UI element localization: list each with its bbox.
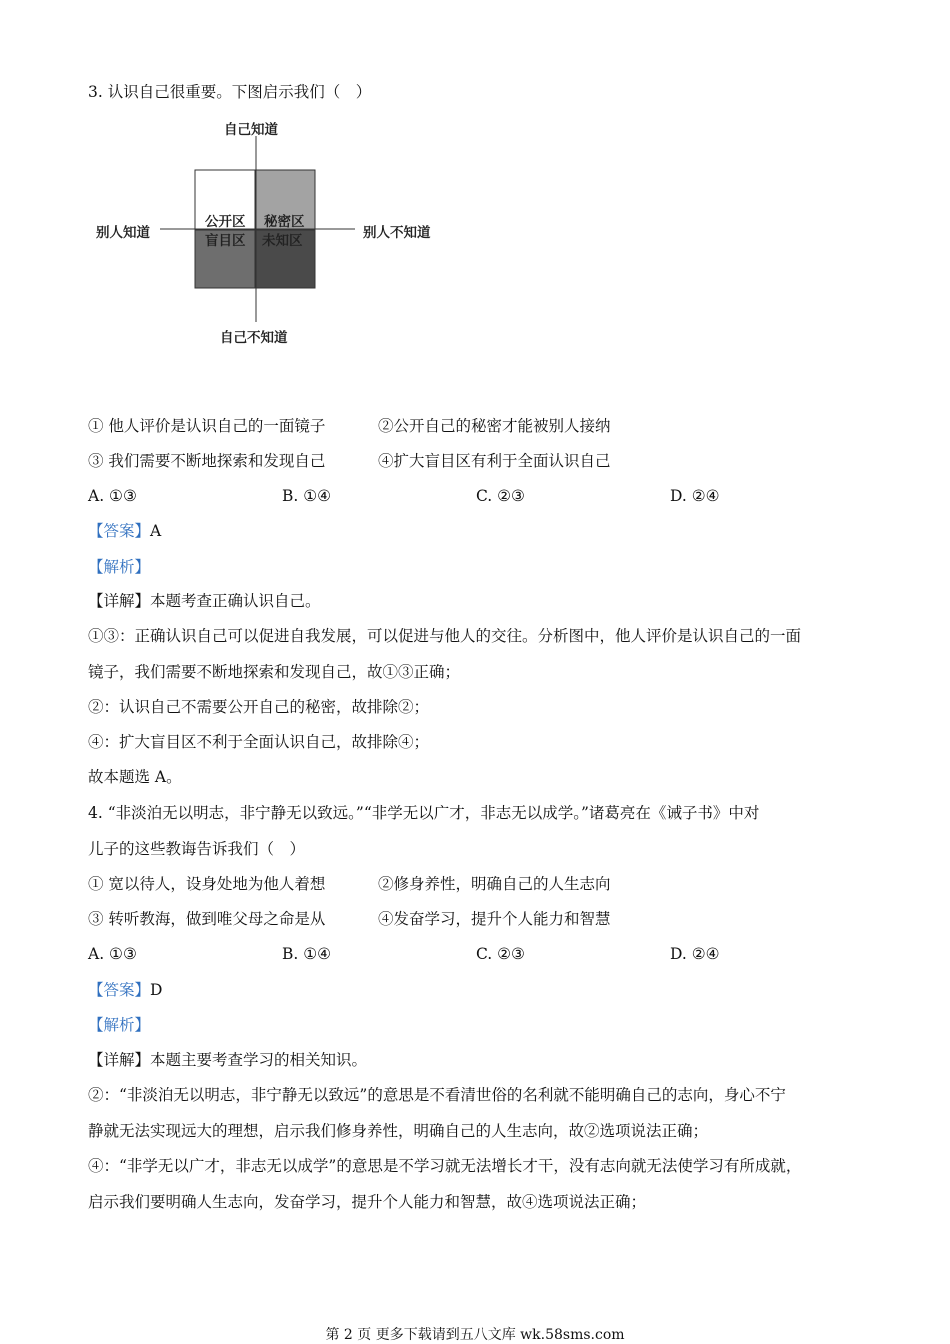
answer-tag: 【答案】 xyxy=(88,522,151,540)
q4-option-d: D. ②④ xyxy=(670,945,720,963)
answer-value: D xyxy=(150,981,163,999)
q4-statement-4: ④发奋学习，提升个人能力和智慧 xyxy=(378,910,611,928)
q3-conclusion: 故本题选 A。 xyxy=(88,768,182,786)
label-secret-area: 秘密区 xyxy=(264,214,305,230)
q4-option-a: A. ①③ xyxy=(88,945,137,963)
answer-value: A xyxy=(150,522,162,540)
q3-explanation-3: ④：扩大盲目区不利于全面认识自己，故排除④； xyxy=(88,733,430,751)
label-unknown-area: 未知区 xyxy=(262,233,303,249)
label-open-area: 公开区 xyxy=(205,214,246,230)
johari-window-diagram xyxy=(80,112,460,352)
q3-statement-2: ②公开自己的秘密才能被别人接纳 xyxy=(378,417,611,435)
q4-explanation-2b: 启示我们要明确人生志向，发奋学习，提升个人能力和智慧，故④选项说法正确； xyxy=(88,1193,647,1211)
q4-stem-line-1: 4. “非淡泊无以明志，非宁静无以致远。”“非学无以广才，非志无以成学。”诸葛亮在《诫子书》中对 xyxy=(88,804,760,822)
label-others-know: 别人知道 xyxy=(96,225,150,241)
q3-statement-3: ③ 我们需要不断地探索和发现自己 xyxy=(88,452,326,470)
q3-option-a: A. ①③ xyxy=(88,487,137,505)
detail-text: 本题主要考查学习的相关知识。 xyxy=(150,1051,368,1069)
q3-statement-4: ④扩大盲目区有利于全面认识自己 xyxy=(378,452,611,470)
q4-option-b: B. ①④ xyxy=(282,945,332,963)
label-blind-area: 盲目区 xyxy=(205,233,246,249)
detail-tag: 【详解】 xyxy=(88,592,151,610)
q3-explanation-1a: ①③：正确认识自己可以促进自我发展，可以促进与他人的交往。分析图中，他人评价是认识自己的一面 xyxy=(88,627,802,645)
page-footer: 第 2 页 更多下载请到五八文库 wk.58sms.com xyxy=(325,1327,625,1343)
label-others-unknown: 别人不知道 xyxy=(363,225,431,241)
q3-analysis-tag: 【解析】 xyxy=(88,558,151,576)
q4-analysis-tag: 【解析】 xyxy=(88,1016,151,1034)
q4-statement-2: ②修身养性，明确自己的人生志向 xyxy=(378,875,611,893)
q4-detail xyxy=(88,1049,367,1071)
q3-answer xyxy=(88,520,161,542)
q3-option-d: D. ②④ xyxy=(670,487,720,505)
q4-option-c: C. ②③ xyxy=(476,945,525,963)
q4-statement-3: ③ 转听教海，做到唯父母之命是从 xyxy=(88,910,326,928)
q3-detail xyxy=(88,590,321,612)
q3-explanation-1b: 镜子，我们需要不断地探索和发现自己，故①③正确； xyxy=(88,663,461,681)
q4-statement-1: ① 宽以待人，设身处地为他人着想 xyxy=(88,875,326,893)
q4-explanation-1b: 静就无法实现远大的理想，启示我们修身养性，明确自己的人生志向，故②选项说法正确； xyxy=(88,1122,709,1140)
q3-option-c: C. ②③ xyxy=(476,487,525,505)
q3-explanation-2: ②：认识自己不需要公开自己的秘密，故排除②； xyxy=(88,698,430,716)
label-self-unknown: 自己不知道 xyxy=(220,330,288,346)
detail-text: 本题考查正确认识自己。 xyxy=(150,592,321,610)
q4-stem-line-2: 儿子的这些教诲告诉我们（ ） xyxy=(88,840,306,858)
detail-tag: 【详解】 xyxy=(88,1051,151,1069)
q4-explanation-1a: ②：“非淡泊无以明志，非宁静无以致远”的意思是不看清世俗的名利就不能明确自己的志向，身心不宁 xyxy=(88,1086,786,1104)
q4-explanation-2a: ④：“非学无以广才，非志无以成学”的意思是不学习就无法增长才干，没有志向就无法使学习有所成就， xyxy=(88,1157,802,1175)
answer-tag: 【答案】 xyxy=(88,981,151,999)
q3-stem: 3. 认识自己很重要。下图启示我们（ ） xyxy=(88,83,372,101)
label-self-knows: 自己知道 xyxy=(224,122,278,138)
q3-statement-1: ① 他人评价是认识自己的一面镜子 xyxy=(88,417,326,435)
q3-option-b: B. ①④ xyxy=(282,487,332,505)
q4-answer xyxy=(88,979,162,1001)
